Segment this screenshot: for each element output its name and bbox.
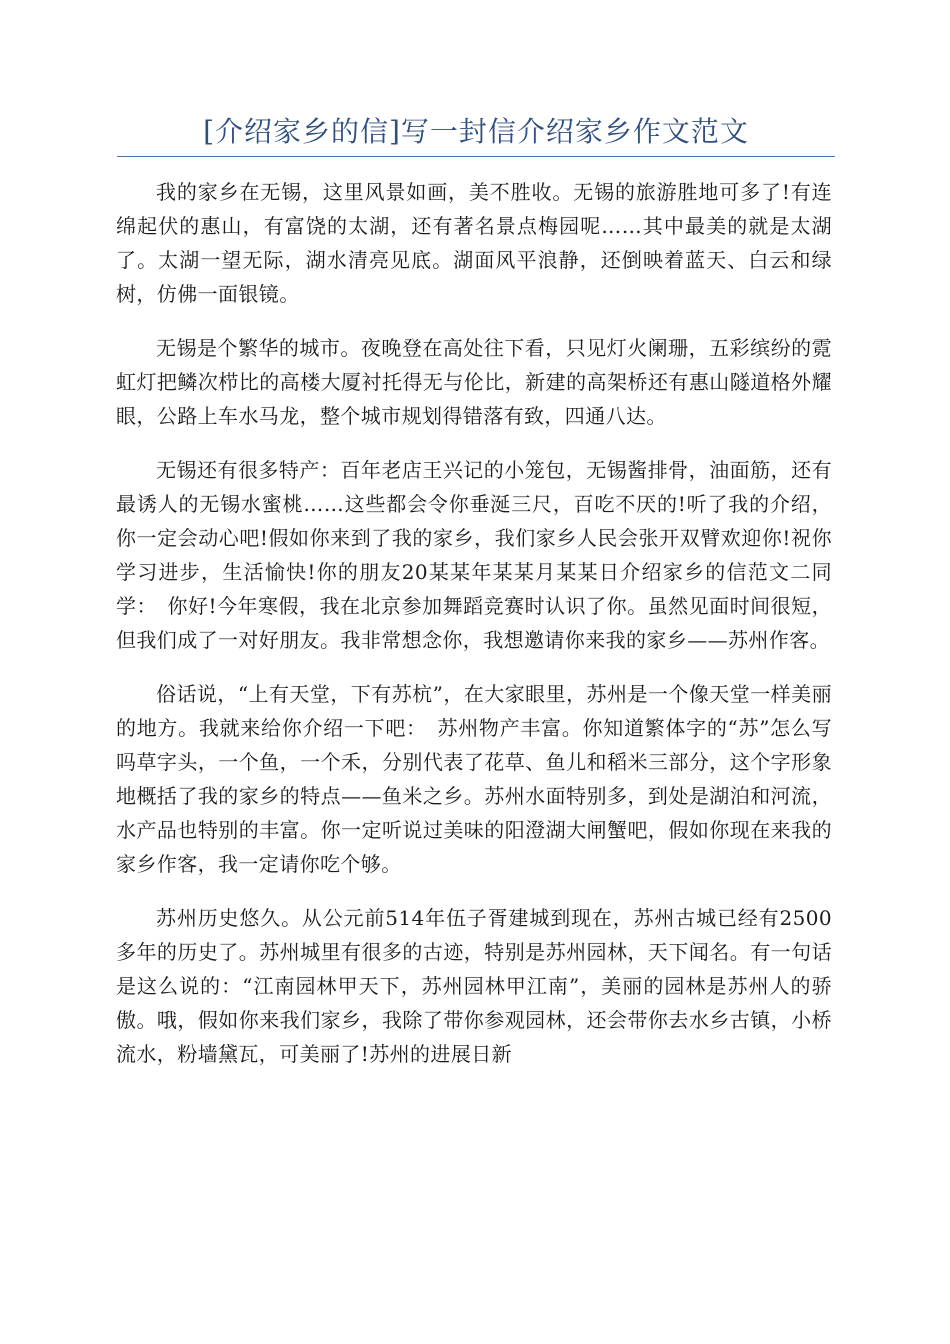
paragraph-1: 我的家乡在无锡，这里风景如画，美不胜收。无锡的旅游胜地可多了!有连绵起伏的惠山，有富饶的太湖，还有著名景点梅园呢……其中最美的就是太湖了。太湖一望无际，湖水清亮见底。湖面风平浪静，还倒映着蓝天、白云和绿树，仿佛一面银镜。: [116, 180, 832, 306]
document-title: [介绍家乡的信]写一封信介绍家乡作文范文: [203, 115, 749, 148]
paragraph-5: 苏州历史悠久。从公元前514年伍子胥建城到现在，苏州古城已经有2500多年的历史了。苏州城里有很多的古迹，特别是苏州园林，天下闻名。有一句话是这么说的：“江南园林甲天下，苏州园林甲江南”，美丽的园林是苏州人的骄傲。哦，假如你来我们家乡，我除了带你参观园林，还会带你去水乡古镇，小桥流水，粉墙黛瓦，可美丽了!苏州的进展日新: [116, 906, 832, 1066]
paragraph-3: 无锡还有很多特产：百年老店王兴记的小笼包，无锡酱排骨，油面筋，还有最诱人的无锡水蜜桃……这些都会令你垂涎三尺，百吃不厌的!听了我的介绍，你一定会动心吧!假如你来到了我的家乡，我们家乡人民会张开双臂欢迎你!祝你学习进步，生活愉快!你的朋友20某某年某某月某某日介绍家乡的信范文二同学： 你好!今年寒假，我在北京参加舞蹈竞赛时认识了你。虽然见面时间很短，但我们成了一对好朋友。我非常想念你，我想邀请你来我的家乡——苏州作客。: [116, 458, 832, 652]
document-body: [116, 175, 832, 1091]
paragraph-4: 俗话说，“上有天堂，下有苏杭”，在大家眼里，苏州是一个像天堂一样美丽的地方。我就来给你介绍一下吧： 苏州物产丰富。你知道繁体字的“苏”怎么写吗草字头，一个鱼，一个禾，分别代表了花草、鱼儿和稻米三部分，这个字形象地概括了我的家乡的特点——鱼米之乡。苏州水面特别多，到处是湖泊和河流，水产品也特别的丰富。你一定听说过美味的阳澄湖大闸蟹吧，假如你现在来我的家乡作客，我一定请你吃个够。: [116, 682, 832, 876]
title-block: [117, 112, 835, 157]
paragraph-2: 无锡是个繁华的城市。夜晚登在高处往下看，只见灯火阑珊，五彩缤纷的霓虹灯把鳞次栉比的高楼大厦衬托得无与伦比，新建的高架桥还有惠山隧道格外耀眼，公路上车水马龙，整个城市规划得错落有致，四通八达。: [116, 336, 832, 428]
